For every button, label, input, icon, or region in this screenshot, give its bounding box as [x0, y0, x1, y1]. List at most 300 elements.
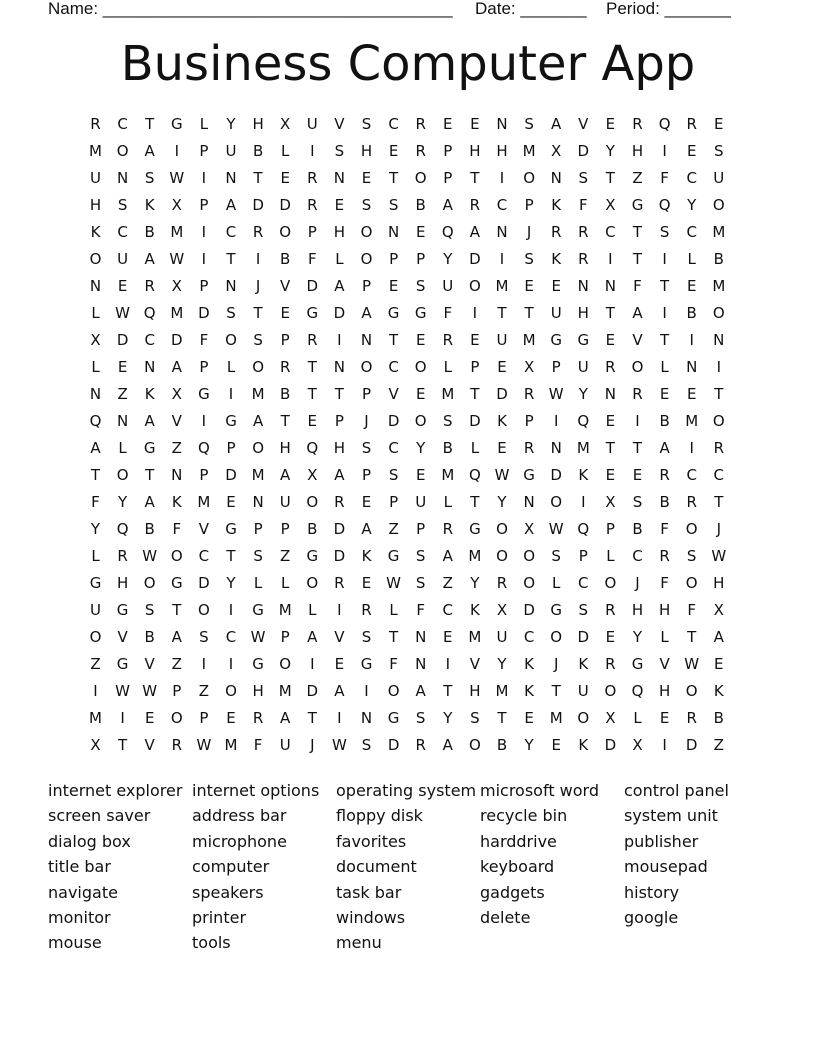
- grid-row: [82, 273, 742, 300]
- grid-letter: C: [388, 115, 399, 133]
- grid-letter: C: [117, 115, 128, 133]
- grid-letter: B: [252, 142, 264, 160]
- grid-letter: C: [686, 466, 697, 484]
- grid-row: [82, 489, 742, 516]
- grid-letter: E: [605, 412, 616, 430]
- grid-letter: Q: [197, 439, 210, 457]
- grid-letter: O: [360, 358, 373, 376]
- word-bank-item: floppy disk: [336, 806, 423, 826]
- grid-letter: Z: [713, 736, 724, 754]
- grid-letter: P: [605, 520, 615, 538]
- grid-letter: S: [659, 223, 670, 241]
- grid-letter: T: [145, 115, 155, 133]
- word-bank-item: keyboard: [480, 857, 555, 877]
- grid-letter: O: [279, 655, 292, 673]
- grid-letter: V: [334, 628, 345, 646]
- grid-letter: E: [307, 412, 318, 430]
- grid-letter: K: [578, 655, 589, 673]
- grid-letter: A: [225, 196, 237, 214]
- grid-letter: T: [470, 169, 480, 187]
- grid-row: [82, 219, 742, 246]
- grid-letter: H: [658, 682, 671, 700]
- grid-letter: E: [659, 709, 670, 727]
- grid-letter: T: [389, 628, 399, 646]
- grid-letter: P: [361, 385, 372, 403]
- grid-letter: Z: [198, 682, 210, 700]
- grid-letter: K: [578, 736, 589, 754]
- grid-letter: X: [605, 196, 616, 214]
- grid-letter: S: [361, 439, 372, 457]
- grid-letter: G: [631, 196, 644, 214]
- grid-row: [82, 300, 742, 327]
- grid-letter: C: [198, 547, 210, 565]
- grid-letter: B: [713, 250, 724, 268]
- grid-letter: O: [387, 682, 400, 700]
- grid-letter: G: [89, 574, 102, 592]
- grid-letter: S: [470, 709, 480, 727]
- grid-letter: O: [414, 169, 427, 187]
- grid-letter: W: [115, 682, 131, 700]
- grid-letter: T: [145, 466, 155, 484]
- grid-letter: P: [199, 196, 209, 214]
- grid-letter: X: [632, 736, 643, 754]
- grid-row: [82, 435, 742, 462]
- grid-letter: N: [116, 169, 129, 187]
- grid-letter: N: [333, 358, 345, 376]
- grid-letter: P: [307, 223, 317, 241]
- grid-letter: M: [712, 277, 726, 295]
- grid-letter: N: [577, 277, 589, 295]
- grid-letter: L: [91, 304, 100, 322]
- word-bank-item: printer: [192, 907, 247, 927]
- grid-letter: R: [361, 601, 372, 619]
- grid-letter: O: [685, 520, 698, 538]
- grid-letter: P: [361, 466, 372, 484]
- grid-letter: W: [142, 682, 158, 700]
- grid-letter: E: [686, 277, 697, 295]
- word-bank-item: title bar: [48, 857, 111, 877]
- grid-letter: X: [90, 331, 101, 349]
- grid-letter: E: [415, 331, 426, 349]
- grid-letter: N: [550, 439, 562, 457]
- grid-letter: L: [389, 601, 398, 619]
- grid-letter: S: [144, 601, 155, 619]
- grid-letter: J: [364, 412, 369, 430]
- grid-letter: J: [553, 655, 559, 673]
- grid-letter: A: [280, 709, 291, 727]
- grid-letter: M: [89, 142, 102, 160]
- grid-letter: O: [116, 142, 129, 160]
- grid-row: [82, 246, 742, 273]
- grid-letter: C: [388, 439, 399, 457]
- grid-letter: A: [361, 520, 372, 538]
- grid-letter: F: [91, 493, 100, 511]
- grid-letter: N: [89, 385, 102, 403]
- grid-letter: O: [225, 331, 237, 349]
- grid-letter: R: [605, 358, 616, 376]
- grid-letter: C: [713, 466, 725, 484]
- grid-letter: T: [226, 250, 236, 268]
- grid-letter: R: [469, 196, 481, 214]
- grid-letter: P: [551, 358, 561, 376]
- grid-letter: V: [171, 412, 182, 430]
- grid-row: [82, 705, 742, 732]
- grid-letter: L: [660, 358, 669, 376]
- grid-letter: I: [201, 412, 207, 430]
- grid-letter: U: [713, 169, 725, 187]
- grid-letter: M: [468, 547, 482, 565]
- grid-letter: F: [633, 277, 642, 295]
- grid-letter: O: [712, 304, 725, 322]
- grid-letter: Y: [443, 250, 453, 268]
- grid-letter: X: [307, 466, 318, 484]
- grid-letter: D: [198, 304, 210, 322]
- grid-letter: E: [686, 142, 697, 160]
- grid-letter: E: [714, 115, 724, 133]
- grid-letter: Q: [658, 115, 671, 133]
- grid-letter: K: [144, 196, 155, 214]
- grid-letter: F: [443, 304, 453, 322]
- period-field-label: Period: _______: [606, 0, 731, 18]
- grid-letter: B: [713, 709, 724, 727]
- grid-letter: O: [550, 628, 563, 646]
- grid-letter: G: [306, 547, 319, 565]
- grid-letter: S: [361, 196, 372, 214]
- grid-letter: D: [685, 736, 698, 754]
- grid-letter: Y: [118, 493, 128, 511]
- grid-letter: P: [199, 709, 209, 727]
- grid-letter: V: [469, 655, 481, 673]
- grid-letter: S: [253, 547, 263, 565]
- grid-letter: W: [684, 655, 700, 673]
- grid-letter: Y: [226, 574, 236, 592]
- grid-letter: M: [170, 304, 184, 322]
- grid-letter: I: [228, 385, 234, 403]
- grid-letter: A: [307, 628, 318, 646]
- grid-letter: S: [443, 412, 453, 430]
- grid-letter: G: [469, 520, 481, 538]
- grid-letter: O: [360, 223, 373, 241]
- grid-letter: X: [496, 601, 508, 619]
- grid-row: [82, 192, 742, 219]
- grid-letter: D: [279, 196, 291, 214]
- grid-letter: B: [307, 520, 318, 538]
- grid-letter: E: [361, 574, 372, 592]
- grid-letter: T: [714, 385, 724, 403]
- grid-letter: T: [687, 628, 697, 646]
- grid-row: [82, 462, 742, 489]
- grid-letter: U: [225, 142, 237, 160]
- grid-letter: Z: [117, 385, 128, 403]
- grid-letter: E: [388, 142, 399, 160]
- grid-letter: F: [660, 169, 669, 187]
- grid-letter: O: [252, 358, 264, 376]
- grid-letter: T: [226, 547, 236, 565]
- grid-letter: O: [360, 250, 373, 268]
- grid-letter: K: [144, 385, 155, 403]
- grid-letter: T: [497, 304, 507, 322]
- grid-letter: T: [470, 493, 480, 511]
- word-bank-item: google: [624, 907, 679, 927]
- grid-letter: O: [496, 547, 508, 565]
- grid-letter: A: [334, 466, 345, 484]
- word-bank-item: internet explorer: [48, 781, 183, 800]
- grid-letter: E: [334, 655, 345, 673]
- grid-letter: X: [605, 493, 616, 511]
- grid-letter: J: [526, 223, 532, 241]
- grid-letter: C: [117, 223, 128, 241]
- word-bank-item: mousepad: [624, 857, 708, 877]
- grid-letter: O: [414, 412, 427, 430]
- grid-letter: T: [280, 412, 290, 430]
- grid-letter: Q: [577, 520, 590, 538]
- grid-letter: L: [470, 439, 480, 457]
- grid-letter: V: [388, 385, 399, 403]
- grid-letter: S: [361, 736, 372, 754]
- grid-letter: E: [551, 736, 561, 754]
- grid-letter: D: [577, 628, 590, 646]
- grid-letter: P: [199, 142, 209, 160]
- grid-letter: U: [442, 277, 454, 295]
- grid-letter: G: [252, 655, 264, 673]
- grid-letter: S: [551, 547, 561, 565]
- grid-letter: H: [658, 601, 671, 619]
- grid-letter: P: [199, 358, 209, 376]
- word-bank-column: [336, 778, 480, 956]
- grid-letter: Q: [116, 520, 129, 538]
- grid-letter: X: [280, 115, 291, 133]
- grid-letter: O: [89, 628, 102, 646]
- grid-letter: M: [89, 709, 102, 727]
- grid-letter: Y: [90, 520, 101, 538]
- grid-letter: Q: [89, 412, 102, 430]
- grid-letter: L: [633, 709, 642, 727]
- grid-letter: D: [469, 412, 481, 430]
- grid-letter: G: [414, 304, 427, 322]
- grid-letter: N: [496, 115, 508, 133]
- grid-letter: R: [279, 358, 291, 376]
- grid-letter: Y: [443, 709, 453, 727]
- word-bank-item: system unit: [624, 806, 718, 826]
- grid-letter: L: [91, 358, 100, 376]
- grid-letter: K: [497, 412, 507, 430]
- grid-letter: Y: [524, 736, 534, 754]
- grid-letter: C: [523, 628, 535, 646]
- grid-letter: Y: [497, 655, 507, 673]
- grid-letter: R: [307, 196, 318, 214]
- word-bank-item: windows: [336, 907, 406, 927]
- grid-letter: B: [686, 304, 697, 322]
- grid-letter: N: [171, 466, 183, 484]
- grid-letter: S: [199, 628, 209, 646]
- grid-letter: W: [169, 169, 185, 187]
- grid-letter: M: [441, 466, 455, 484]
- grid-letter: Y: [497, 493, 507, 511]
- grid-letter: K: [524, 655, 535, 673]
- grid-letter: U: [279, 493, 291, 511]
- grid-letter: B: [632, 520, 643, 538]
- grid-letter: H: [252, 682, 264, 700]
- word-bank-item: history: [624, 882, 680, 902]
- grid-letter: R: [334, 493, 345, 511]
- grid-letter: H: [631, 601, 644, 619]
- word-bank-item: microphone: [192, 831, 287, 851]
- grid-letter: S: [415, 709, 426, 727]
- grid-letter: S: [686, 547, 697, 565]
- grid-letter: C: [225, 223, 237, 241]
- grid-letter: G: [170, 115, 183, 133]
- grid-letter: H: [252, 115, 264, 133]
- grid-letter: G: [387, 304, 400, 322]
- grid-letter: O: [550, 493, 563, 511]
- grid-letter: P: [389, 250, 399, 268]
- grid-letter: S: [524, 115, 534, 133]
- grid-letter: E: [605, 466, 616, 484]
- grid-letter: M: [251, 385, 265, 403]
- grid-letter: A: [659, 439, 670, 457]
- grid-letter: G: [116, 601, 129, 619]
- grid-letter: S: [144, 169, 155, 187]
- grid-letter: I: [689, 331, 694, 349]
- grid-letter: G: [225, 520, 237, 538]
- grid-letter: O: [712, 196, 725, 214]
- grid-letter: O: [685, 574, 698, 592]
- grid-letter: N: [360, 331, 373, 349]
- grid-letter: I: [201, 655, 207, 673]
- grid-letter: R: [334, 574, 345, 592]
- grid-letter: X: [171, 385, 182, 403]
- grid-letter: T: [605, 439, 615, 457]
- grid-letter: N: [686, 358, 698, 376]
- grid-letter: K: [90, 223, 101, 241]
- grid-letter: I: [662, 142, 667, 160]
- grid-letter: D: [306, 682, 319, 700]
- grid-letter: X: [523, 358, 535, 376]
- grid-letter: I: [337, 709, 342, 727]
- grid-letter: G: [170, 574, 183, 592]
- word-bank-column: [48, 778, 192, 956]
- word-bank: [48, 778, 768, 968]
- grid-letter: S: [334, 142, 345, 160]
- grid-letter: M: [278, 601, 292, 619]
- grid-letter: D: [116, 331, 129, 349]
- grid-letter: G: [387, 709, 400, 727]
- grid-letter: G: [387, 547, 400, 565]
- grid-letter: Q: [631, 682, 644, 700]
- grid-letter: E: [117, 358, 128, 376]
- grid-letter: Z: [171, 655, 182, 673]
- grid-letter: E: [226, 709, 236, 727]
- grid-letter: I: [201, 250, 207, 268]
- word-bank-item: operating system: [336, 781, 477, 800]
- grid-letter: C: [632, 547, 643, 565]
- grid-letter: Y: [416, 439, 426, 457]
- grid-letter: T: [253, 169, 263, 187]
- grid-letter: O: [604, 574, 617, 592]
- grid-letter: B: [659, 493, 670, 511]
- word-bank-column: [192, 778, 336, 956]
- grid-letter: A: [171, 358, 182, 376]
- grid-letter: G: [550, 601, 562, 619]
- grid-letter: U: [306, 115, 318, 133]
- grid-letter: L: [226, 358, 236, 376]
- grid-letter: Z: [632, 169, 643, 187]
- grid-letter: F: [687, 601, 696, 619]
- grid-letter: V: [280, 277, 291, 295]
- grid-letter: N: [144, 358, 156, 376]
- grid-letter: R: [117, 547, 128, 565]
- grid-letter: R: [550, 223, 562, 241]
- word-bank-item: task bar: [336, 882, 402, 902]
- grid-letter: O: [712, 412, 725, 430]
- grid-letter: T: [307, 709, 317, 727]
- grid-letter: R: [578, 250, 589, 268]
- grid-letter: R: [496, 574, 508, 592]
- grid-letter: D: [387, 736, 400, 754]
- grid-letter: E: [524, 709, 534, 727]
- grid-letter: I: [310, 655, 315, 673]
- grid-letter: N: [604, 385, 616, 403]
- grid-letter: E: [605, 115, 616, 133]
- grid-letter: S: [388, 466, 399, 484]
- grid-letter: A: [442, 196, 453, 214]
- grid-letter: A: [442, 736, 453, 754]
- grid-letter: Y: [578, 385, 588, 403]
- grid-letter: S: [253, 331, 263, 349]
- grid-letter: S: [578, 601, 589, 619]
- grid-letter: T: [660, 277, 670, 295]
- grid-letter: C: [442, 601, 454, 619]
- grid-letter: L: [118, 439, 127, 457]
- grid-letter: I: [608, 250, 613, 268]
- grid-letter: E: [144, 709, 155, 727]
- grid-letter: L: [335, 250, 344, 268]
- grid-letter: W: [115, 304, 131, 322]
- grid-letter: A: [280, 466, 291, 484]
- grid-letter: O: [523, 547, 535, 565]
- grid-letter: U: [415, 493, 427, 511]
- grid-letter: C: [496, 196, 508, 214]
- grid-letter: V: [144, 655, 155, 673]
- grid-letter: Q: [143, 304, 156, 322]
- grid-letter: T: [307, 358, 317, 376]
- grid-letter: O: [225, 682, 237, 700]
- grid-letter: J: [716, 520, 722, 538]
- grid-letter: Y: [470, 574, 480, 592]
- grid-letter: P: [280, 520, 290, 538]
- grid-letter: D: [604, 736, 617, 754]
- grid-letter: P: [416, 250, 426, 268]
- grid-letter: X: [171, 196, 182, 214]
- grid-row: [82, 516, 742, 543]
- word-bank-item: tools: [192, 933, 231, 953]
- grid-letter: S: [578, 169, 589, 187]
- grid-letter: F: [389, 655, 398, 673]
- grid-letter: I: [445, 655, 451, 673]
- grid-letter: V: [659, 655, 670, 673]
- grid-letter: X: [523, 520, 535, 538]
- grid-letter: O: [468, 736, 481, 754]
- grid-letter: W: [169, 250, 185, 268]
- grid-letter: T: [497, 709, 507, 727]
- grid-letter: R: [632, 115, 643, 133]
- word-bank-item: computer: [192, 857, 270, 877]
- grid-letter: I: [472, 304, 478, 322]
- grid-letter: R: [686, 709, 697, 727]
- grid-letter: R: [659, 547, 670, 565]
- grid-letter: C: [388, 358, 399, 376]
- grid-letter: I: [364, 682, 369, 700]
